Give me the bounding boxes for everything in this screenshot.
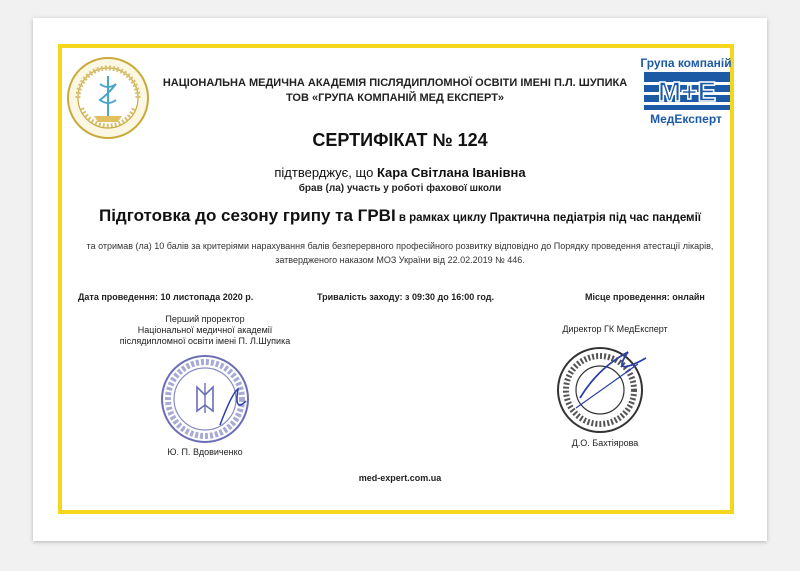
- org-line-company: ТОВ «ГРУПА КОМПАНІЙ МЕД ЕКСПЕРТ»: [285, 92, 505, 104]
- logo-group-label: Група компаній: [640, 56, 732, 70]
- logo-brand-name: МедЕксперт: [650, 112, 722, 126]
- logo-mark: М+Е: [657, 76, 717, 107]
- left-signer-name: Ю. П. Вдовиченко: [167, 447, 243, 457]
- event-location: Місце проведення: онлайн: [585, 292, 705, 302]
- confirmation-line: [160, 165, 640, 180]
- points-line-2: затвердженого наказом МОЗ України від 22.02.2019 № 446.: [275, 255, 525, 265]
- medexpert-logo-icon: [644, 72, 730, 110]
- confirm-prefix: підтверджує, що: [274, 165, 377, 180]
- left-signer-title-line1: Перший проректор: [165, 314, 245, 324]
- right-signer-name: Д.О. Бахтіярова: [571, 438, 639, 448]
- recipient-name: Кара Світлана Іванівна: [376, 165, 526, 180]
- event-date: Дата проведення: 10 листопада 2020 р.: [78, 292, 254, 302]
- certificate-title: СЕРТИФІКАТ № 124: [312, 130, 488, 150]
- org-line-academy: НАЦІОНАЛЬНА МЕДИЧНА АКАДЕМІЯ ПІСЛЯДИПЛОМНОЇ ОСВІТИ ІМЕНІ П.Л. ШУПИКА: [162, 77, 628, 89]
- right-signer-title: Директор ГК МедЕксперт: [562, 324, 668, 334]
- course-cycle: в рамках циклу Практична педіатрія під час пандемії: [395, 212, 701, 224]
- course-title: Підготовка до сезону грипу та ГРВІ: [98, 206, 396, 225]
- event-duration: Тривалість заходу: з 09:30 до 16:00 год.: [317, 292, 494, 302]
- left-signer-title: [100, 314, 310, 347]
- points-line-1: та отримав (ла) 10 балів за критеріями нарахування балів безперервного професійного розвитку відповідно до Порядку проведення атестації лікарів,: [86, 241, 714, 251]
- left-signer-title-line3: післядипломної освіти імені П. Л.Шупика: [119, 336, 291, 346]
- course-line: [60, 206, 740, 226]
- website-link[interactable]: med-expert.com.ua: [358, 473, 442, 483]
- company-stamp-icon: [548, 338, 658, 434]
- academy-seal-icon: [66, 56, 150, 140]
- left-signer-title-line2: Національної медичної академії: [137, 325, 273, 335]
- ministry-stamp-icon: [150, 353, 260, 445]
- participation-line: брав (ла) участь у роботі фахової школи: [298, 183, 502, 194]
